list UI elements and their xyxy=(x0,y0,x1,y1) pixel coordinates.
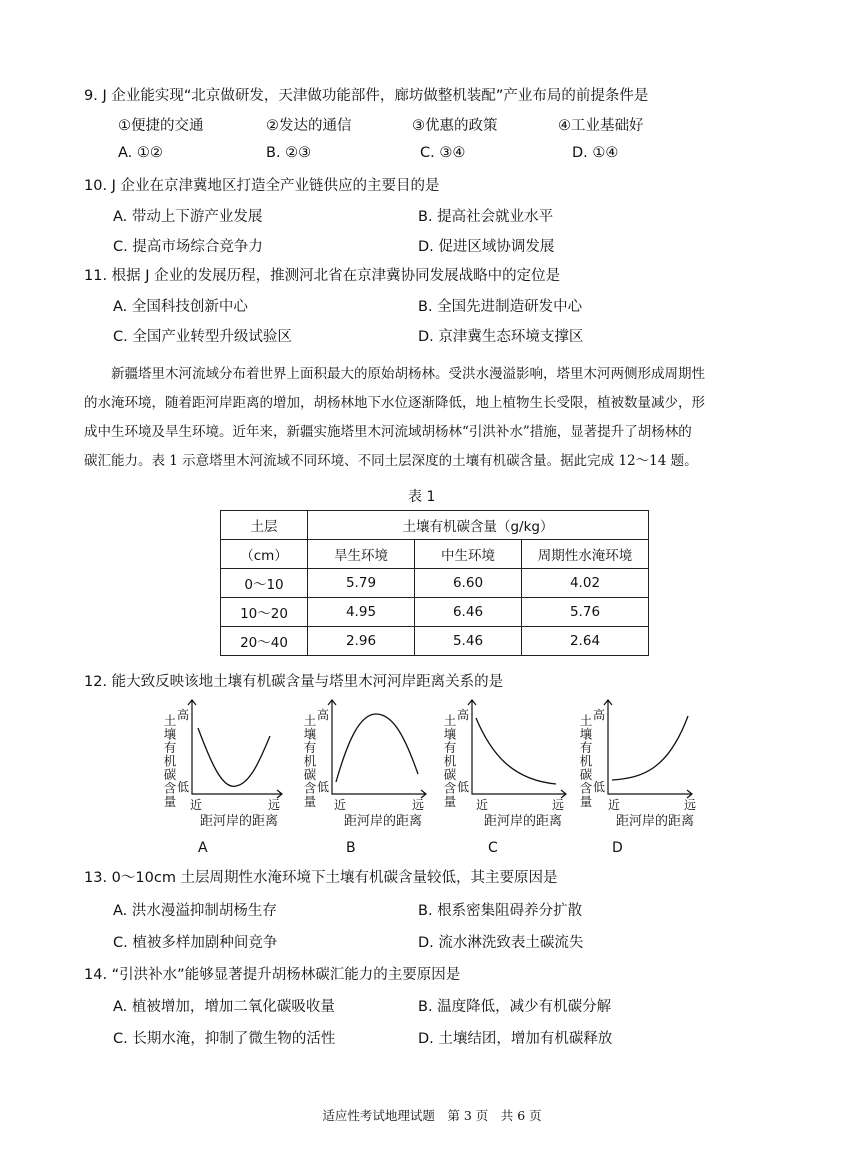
graph-b-xlabel: 距河岸的距离 xyxy=(344,814,423,829)
graph-d-low: 低 xyxy=(593,780,606,794)
graph-a-xlabel: 距河岸的距离 xyxy=(200,814,279,829)
graph-d-far: 远 xyxy=(684,798,697,812)
passage-line: 碳汇能力。表 1 示意塔里木河流域不同环境、不同土层深度的土壤有机碳含量。据此完成 12～14 题。 xyxy=(84,453,698,469)
q14-option-c: C. 长期水淹，抑制了微生物的活性 xyxy=(113,1031,336,1047)
graph-b-plot xyxy=(330,700,450,800)
graph-c-ylabel: 土壤有机碳含量 xyxy=(442,714,457,809)
graph-d xyxy=(576,700,716,860)
graph-c-curve xyxy=(476,718,556,784)
graph-a xyxy=(160,700,300,860)
graph-b-letter: B xyxy=(346,840,356,856)
header-layer: 土层 xyxy=(221,511,308,540)
header-col: 中生环境 xyxy=(415,540,522,569)
graph-b-far: 远 xyxy=(412,798,425,812)
graph-c-plot xyxy=(470,700,590,800)
header-col: 旱生环境 xyxy=(308,540,415,569)
table-caption: 表 1 xyxy=(408,489,436,505)
graph-d-ylabel: 土壤有机碳含量 xyxy=(578,714,593,809)
cell: 2.64 xyxy=(522,627,649,656)
cell: 2.96 xyxy=(308,627,415,656)
cell: 5.46 xyxy=(415,627,522,656)
q14-option-a: A. 植被增加，增加二氧化碳吸收量 xyxy=(113,999,335,1015)
q11-option-d: D. 京津冀生态环境支撑区 xyxy=(418,329,584,345)
q13-option-c: C. 植被多样加剧种间竞争 xyxy=(113,935,278,951)
q11-stem: 11. 根据 J 企业的发展历程，推测河北省在京津冀协同发展战略中的定位是 xyxy=(84,268,561,284)
q14-option-d: D. 土壤结团，增加有机碳释放 xyxy=(418,1031,613,1047)
graph-d-high: 高 xyxy=(593,708,606,722)
q10-option-c: C. 提高市场综合竞争力 xyxy=(113,239,263,255)
graph-a-low: 低 xyxy=(177,780,190,794)
q9-item-1: ①便捷的交通 xyxy=(118,118,204,134)
graph-d-curve xyxy=(612,716,688,780)
header-unit: （cm） xyxy=(221,540,308,569)
q9-item-2: ②发达的通信 xyxy=(266,118,352,134)
graph-a-near: 近 xyxy=(190,798,203,812)
graph-a-high: 高 xyxy=(177,708,190,722)
graph-a-plot xyxy=(190,700,310,800)
passage-line: 的水淹环境，随着距河岸距离的增加，胡杨林地下水位逐渐降低，地上植物生长受限，植被数量减少，形 xyxy=(84,395,705,411)
q12-stem: 12. 能大致反映该地土壤有机碳含量与塔里木河河岸距离关系的是 xyxy=(84,674,504,690)
q11-option-c: C. 全国产业转型升级试验区 xyxy=(113,329,292,345)
graph-a-curve xyxy=(198,728,270,786)
graph-c-low: 低 xyxy=(457,780,470,794)
q9-option-a: A. ①② xyxy=(118,145,163,161)
soil-carbon-table xyxy=(220,510,649,656)
header-col: 周期性水淹环境 xyxy=(522,540,649,569)
passage-line: 成中生环境及旱生环境。近年来，新疆实施塔里木河流域胡杨林“引洪补水”措施，显著提升了胡杨林的 xyxy=(84,424,692,440)
q11-option-a: A. 全国科技创新中心 xyxy=(113,299,248,315)
reading-passage xyxy=(84,360,784,476)
cell: 4.02 xyxy=(522,569,649,598)
row-layer: 0～10 xyxy=(221,569,308,598)
graph-c-letter: C xyxy=(488,840,498,856)
graph-c-xlabel: 距河岸的距离 xyxy=(484,814,563,829)
page-footer: 适应性考试地理试题 第 3 页 共 6 页 xyxy=(322,1108,542,1123)
graph-b-ylabel: 土壤有机碳含量 xyxy=(302,714,317,809)
passage-line: 新疆塔里木河流域分布着世界上面积最大的原始胡杨林。受洪水漫溢影响，塔里木河两侧形成周期性 xyxy=(84,366,705,382)
cell: 6.46 xyxy=(415,598,522,627)
table-row xyxy=(221,598,649,627)
graph-d-xlabel: 距河岸的距离 xyxy=(616,814,695,829)
q9-option-c: C. ③④ xyxy=(420,145,466,161)
graph-b-high: 高 xyxy=(317,708,330,722)
q9-item-4: ④工业基础好 xyxy=(558,118,644,134)
graph-d-near: 近 xyxy=(608,798,621,812)
q13-stem: 13. 0～10cm 土层周期性水淹环境下土壤有机碳含量较低，其主要原因是 xyxy=(84,870,558,886)
q14-stem: 14. “引洪补水”能够显著提升胡杨林碳汇能力的主要原因是 xyxy=(84,967,461,983)
graph-b-near: 近 xyxy=(334,798,347,812)
table-row xyxy=(221,569,649,598)
graph-d-letter: D xyxy=(612,840,623,856)
cell: 5.79 xyxy=(308,569,415,598)
row-layer: 20～40 xyxy=(221,627,308,656)
graph-c-far: 远 xyxy=(552,798,565,812)
header-group: 土壤有机碳含量（g/kg） xyxy=(308,511,649,540)
row-layer: 10～20 xyxy=(221,598,308,627)
q14-option-b: B. 温度降低，减少有机碳分解 xyxy=(418,999,612,1015)
cell: 6.60 xyxy=(415,569,522,598)
cell: 4.95 xyxy=(308,598,415,627)
q9-stem: 9. J 企业能实现“北京做研发，天津做功能部件，廊坊做整机装配”产业布局的前提条件是 xyxy=(84,88,649,104)
graph-a-letter: A xyxy=(198,840,208,856)
q13-option-a: A. 洪水漫溢抑制胡杨生存 xyxy=(113,903,277,919)
graph-c xyxy=(440,700,580,860)
q9-option-d: D. ①④ xyxy=(572,145,619,161)
q13-option-d: D. 流水淋洗致表土碳流失 xyxy=(418,935,584,951)
q10-option-a: A. 带动上下游产业发展 xyxy=(113,209,263,225)
q9-item-3: ③优惠的政策 xyxy=(412,118,498,134)
q10-option-d: D. 促进区域协调发展 xyxy=(418,239,555,255)
q13-option-b: B. 根系密集阻碍养分扩散 xyxy=(418,903,583,919)
q10-option-b: B. 提高社会就业水平 xyxy=(418,209,554,225)
graph-a-ylabel: 土壤有机碳含量 xyxy=(162,714,177,809)
graph-b xyxy=(300,700,440,860)
graph-b-low: 低 xyxy=(317,780,330,794)
q11-option-b: B. 全国先进制造研发中心 xyxy=(418,299,583,315)
graph-d-plot xyxy=(606,700,726,800)
graph-a-far: 远 xyxy=(268,798,281,812)
table-row xyxy=(221,627,649,656)
graph-c-high: 高 xyxy=(457,708,470,722)
graph-c-near: 近 xyxy=(476,798,489,812)
q9-option-b: B. ②③ xyxy=(266,145,312,161)
cell: 5.76 xyxy=(522,598,649,627)
graph-b-curve xyxy=(336,714,418,782)
q10-stem: 10. J 企业在京津冀地区打造全产业链供应的主要目的是 xyxy=(84,178,440,194)
